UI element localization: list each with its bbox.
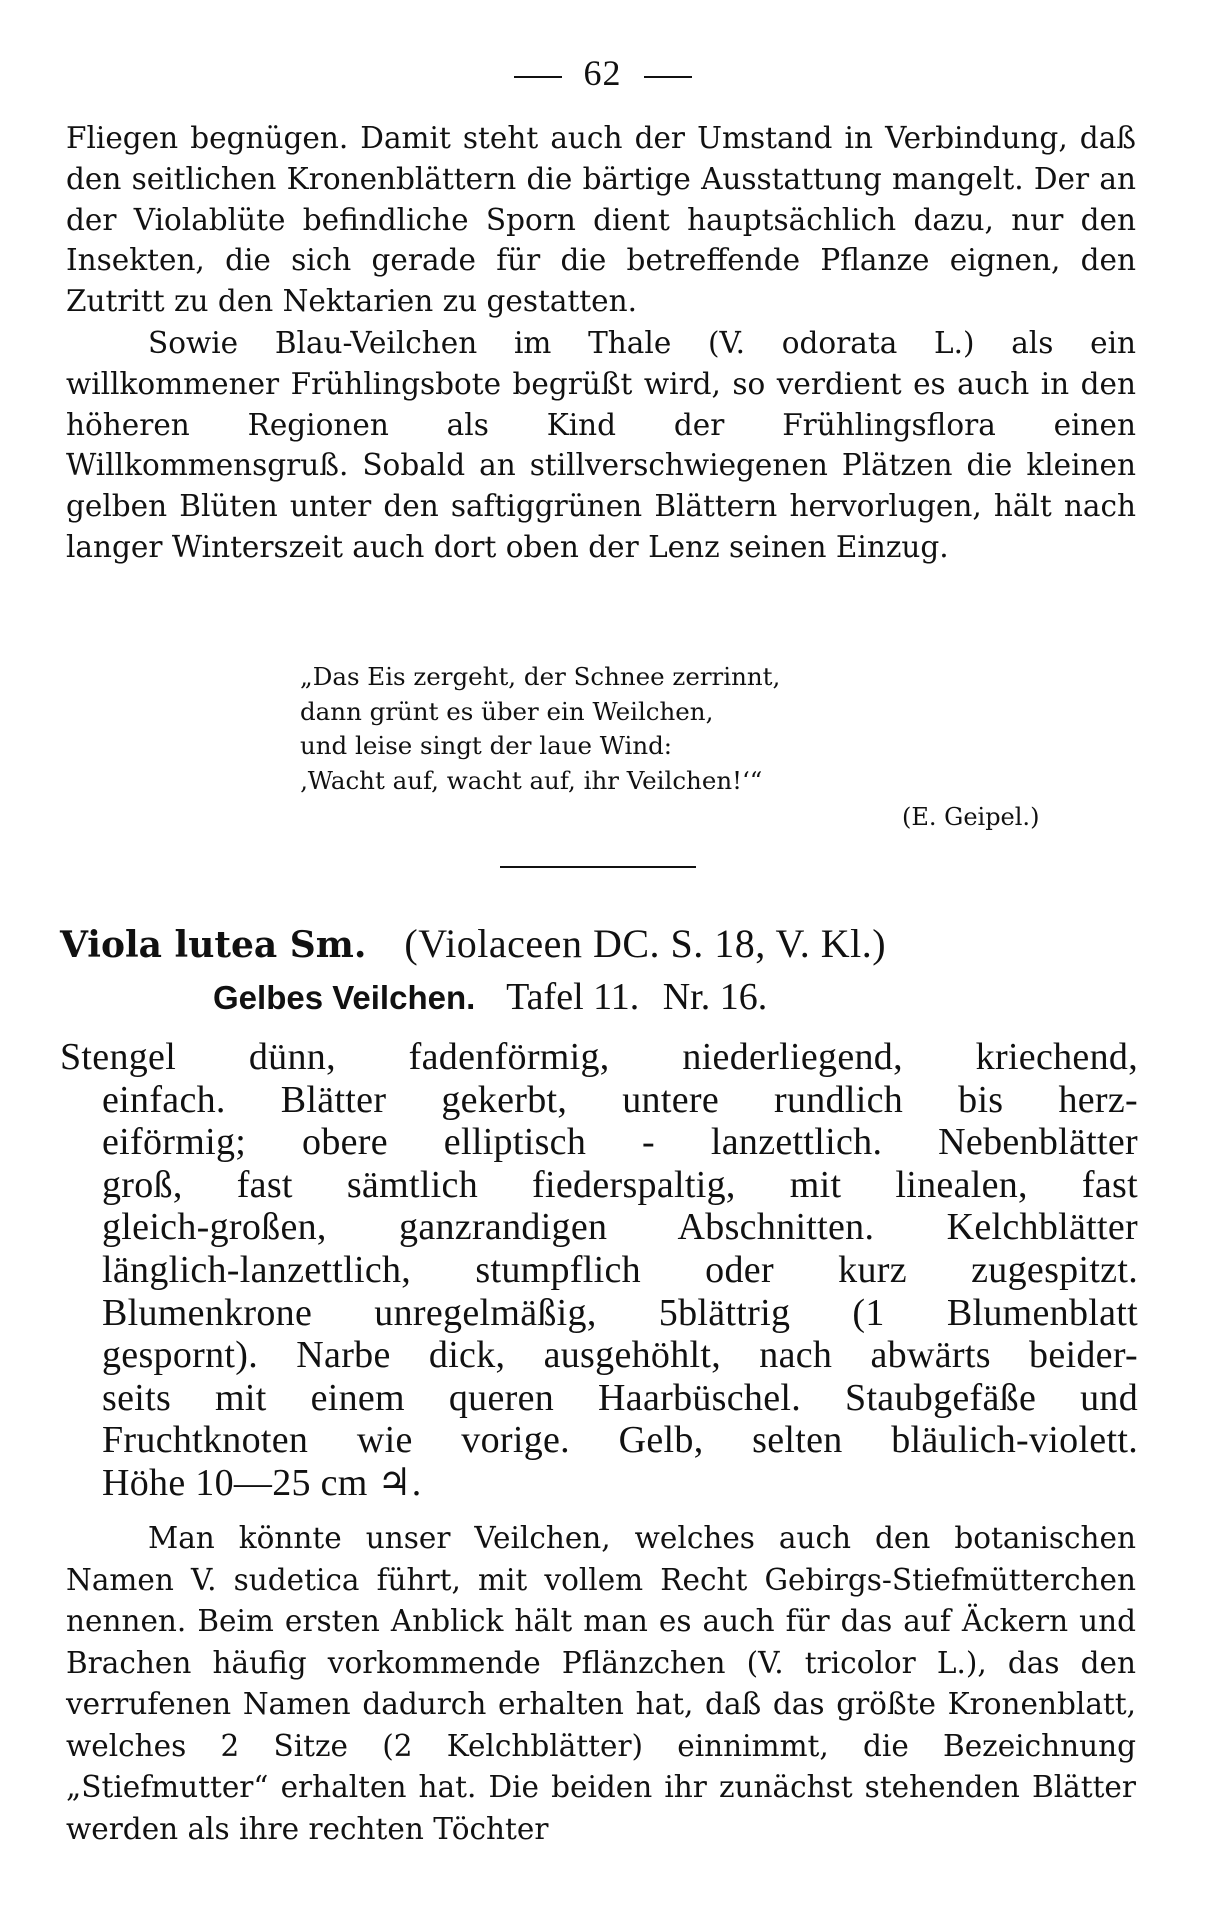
plate-reference: Tafel 11. — [506, 976, 640, 1018]
poem-line: „Das Eis zergeht, der Schnee zerrinnt, — [300, 662, 781, 691]
description-line: Blumenkrone unregelmäßig, 5blättrig (1 Blumenblatt — [102, 1291, 1138, 1334]
paragraph-2: Sowie Blau-Veilchen im Thale (V. odorata L.) als ein willkommener Frühlingsbote begrüßt wird, so verdient es auch in den höheren Regionen als Kind der Frühlingsflora einen Willkommensgruß. Sobald an stillverschwiegenen Plätzen die kleinen gelben Blüten unter den saftiggrünen Blättern hervorlugen, hält nach langer Winterszeit auch dort oben der Lenz seinen Einzug. — [66, 326, 1136, 564]
poem-quote — [300, 660, 780, 798]
intro-paragraph — [66, 118, 1136, 322]
description-line: groß, fast sämtlich fiederspaltig, mit linealen, fast — [102, 1163, 1138, 1206]
dash-left — [514, 76, 562, 78]
description-line: gleich-großen, ganzrandigen Abschnitten. Kelchblätter — [102, 1206, 1138, 1249]
page-number: 62 — [583, 53, 622, 93]
description-line: Höhe 10—25 cm ♃. — [102, 1461, 422, 1504]
dash-right — [644, 76, 692, 78]
description-line: Fruchtknoten wie vorige. Gelb, selten bläulich-violett. — [102, 1419, 1138, 1462]
species-description — [60, 1036, 1138, 1505]
species-classification: (Violaceen DC. S. 18, V. Kl.) — [404, 921, 887, 966]
description-line: einfach. Blätter gekerbt, untere rundlich bis herz- — [102, 1078, 1138, 1121]
closing-paragraph — [66, 1518, 1136, 1850]
paragraph-3: Man könnte unser Veilchen, welches auch den botanischen Namen V. sudetica führt, mit vollem Recht Gebirgs-Stiefmütterchen nennen. Beim ersten Anblick hält man es auch für das auf Äckern und Brachen häufig vorkommende Pflänzchen (V. tricolor L.), das den verrufenen Namen dadurch erhalten hat, daß das größte Kronenblatt, welches 2 Sitze (2 Kelchblätter) einnimmt, die Bezeichnung „Stiefmutter“ erhalten hat. Die beiden ihr zunächst stehenden Blätter werden als ihre rechten Töchter — [66, 1521, 1136, 1846]
poem-line: dann grünt es über ein Weilchen, — [300, 696, 714, 726]
poem-line: ‚Wacht auf, wacht auf, ihr Veilchen!‘“ — [300, 765, 763, 795]
plate-number: Nr. 16. — [662, 976, 768, 1018]
species-latin-name: Viola lutea Sm. — [60, 924, 367, 966]
section-divider — [500, 866, 696, 868]
description-line: Stengel dünn, fadenförmig, niederliegend, kriechend, — [60, 1036, 1138, 1078]
description-line: länglich-lanzettlich, stumpflich oder kurz zugespitzt. — [102, 1248, 1138, 1291]
paragraph-1: Fliegen begnügen. Damit steht auch der Umstand in Verbindung, daß den seitlichen Kronenblättern die bärtige Ausstattung mangelt. Der an der Violablüte befindliche Sporn dient hauptsächlich dazu, nur den Insekten, die sich gerade für die betreffende Pflanze eignen, den Zutritt zu den Nektarien zu gestatten. — [66, 121, 1136, 319]
species-heading — [60, 920, 1150, 967]
poem-line: und leise singt der laue Wind: — [300, 731, 673, 760]
description-line: gespornt). Narbe dick, ausgehöhlt, nach abwärts beider- — [102, 1334, 1138, 1377]
species-common-name: Gelbes Veilchen. — [213, 979, 476, 1016]
species-subheading — [213, 975, 767, 1019]
second-paragraph — [66, 323, 1136, 568]
poem-author: (E. Geipel.) — [902, 803, 1040, 831]
page-number-header — [0, 52, 1205, 94]
description-line: eiförmig; obere elliptisch - lanzettlich. Nebenblätter — [102, 1121, 1138, 1164]
description-line: seits mit einem queren Haarbüschel. Staubgefäße und — [102, 1376, 1138, 1419]
